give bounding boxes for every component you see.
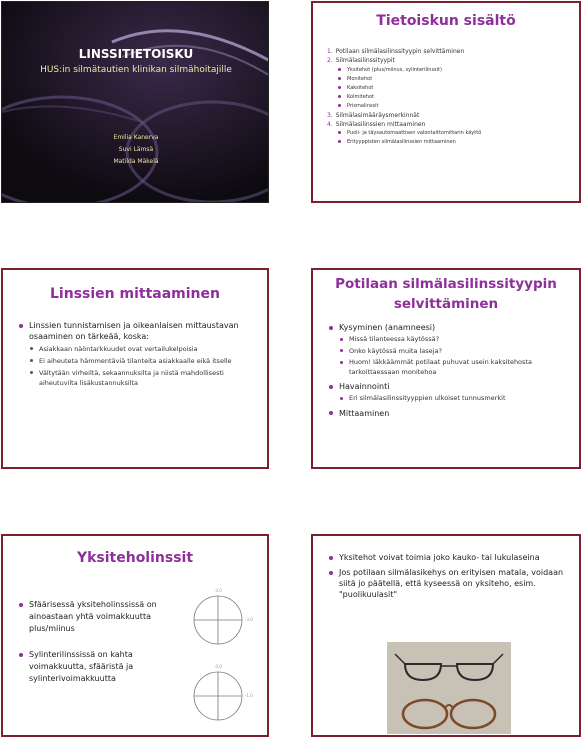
slide-measuring [1,268,269,469]
contents-item-number: 3. [327,111,333,119]
contents-item-text: Silmälasilinssityypit [335,57,395,65]
lens-type-bullet: Mittaaminen [327,408,575,419]
slide-title-subtitle: HUS:in silmätautien klinikan silmähoitajille [40,65,232,75]
slide-measuring-subitem: Asiakkaan näöntarkkuudet ovat vertailukelpoisia [27,344,262,354]
contents-item [327,47,577,56]
contents-subitem: Yksitehot (plus/miinus, sylinterilinssit) [335,66,577,75]
contents-item-number: 2. [327,57,333,65]
contents-subitem: Monitehot [335,75,577,84]
contents-item-number: 4. [327,120,333,128]
slide-measuring-bullet: Linssien tunnistamisen ja oikeanlaisen mittaustavan osaaminen on tärkeää, koska: [17,320,262,342]
contents-item-text: Silmälasimääräysmerkinnät [335,111,420,119]
slide-single-vision-title: Yksiteholinssit [76,550,194,566]
usage-bullet: Jos potilaan silmälasikehys on erityisen matala, voidaan siitä jo päätellä, että kyseessä on yksiteho, esim. "puolikuulasit" [327,567,573,600]
slide-contents [311,1,581,203]
single-vision-bullet: Sylinterilinssissä on kahta voimakkuutta, sfääristä ja sylinterivoimakkuutta [17,649,182,685]
slide-contents-title: Tietoiskun sisältö [376,13,516,29]
usage-bullet: Yksitehot voivat toimia joko kauko- tai lukulaseina [327,552,573,563]
slide-measuring-subitem: Vältytään virheiltä, sekaannuksilta ja niistä mahdollisesti aiheutuvilta lisäkustannuksilta [27,368,262,388]
glasses-photo [387,642,511,734]
slide-title [1,1,269,203]
lens-type-bullet: Kysyminen (anamneesi) [327,322,575,333]
contents-item [327,120,577,129]
single-vision-bullet: Sfäärisessä yksiteholinssissä on ainoastaan yhtä voimakkuutta plus/miinus [17,599,182,635]
contents-subitem: Prismalinssit [335,102,577,111]
lens-power-diagram [188,588,258,648]
slide-title-heading: LINSSITIETOISKU [78,47,194,61]
slide-measuring-subitem: Ei aiheuteta hämmentäviä tilanteita asiakkaalle eikä itselle [27,356,262,366]
author-name: Suvi Lämsä [118,146,154,153]
glasses-background-image [2,2,269,203]
lens-power-diagram [188,664,258,724]
diagram-axis-label: -3.0 [214,664,222,669]
diagram-axis-label: -3.0 [245,617,253,622]
slide-lens-type-title: Potilaan silmälasilinssityypin selvittäminen [335,276,557,312]
lens-type-subitem: Huom! Iäkkäämmät potilaat puhuvat usein kaksitehosta tarkoittaessaan monitehoa [337,358,575,377]
lens-type-subitem: Eri silmälasilinssityyppien ulkoiset tunnusmerkit [337,394,575,404]
contents-subitem: Kaksitehot [335,84,577,93]
contents-item [327,111,577,120]
slide-single-vision [1,534,269,737]
author-name: Matilda Mäkelä [113,158,159,165]
contents-subitem: Puoli- ja täysautomaattisen valontaittomittarin käyttö [335,129,577,138]
slide-lens-type [311,268,581,469]
contents-subitem: Erityyppisten silmälasilinssien mittaaminen [335,138,577,147]
contents-item [327,56,577,65]
slide-single-vision-usage [311,534,581,737]
diagram-axis-label: -3.0 [214,588,222,593]
author-name: Emilia Kanerva [113,134,159,141]
slide-measuring-title: Linssien mittaaminen [50,286,220,302]
lens-type-bullet: Havainnointi [327,381,575,392]
contents-item-text: Silmälasilinssien mittaaminen [335,120,426,128]
lens-type-subitem: Onko käytössä muita laseja? [337,347,575,357]
diagram-axis-label: -1.0 [245,693,253,698]
contents-subitem: Kolmitehot [335,93,577,102]
contents-item-text: Potilaan silmälasilinssityypin selvittäminen [335,48,465,55]
lens-type-subitem: Missä tilanteessa käytössä? [337,335,575,345]
contents-item-number: 1. [327,48,333,55]
